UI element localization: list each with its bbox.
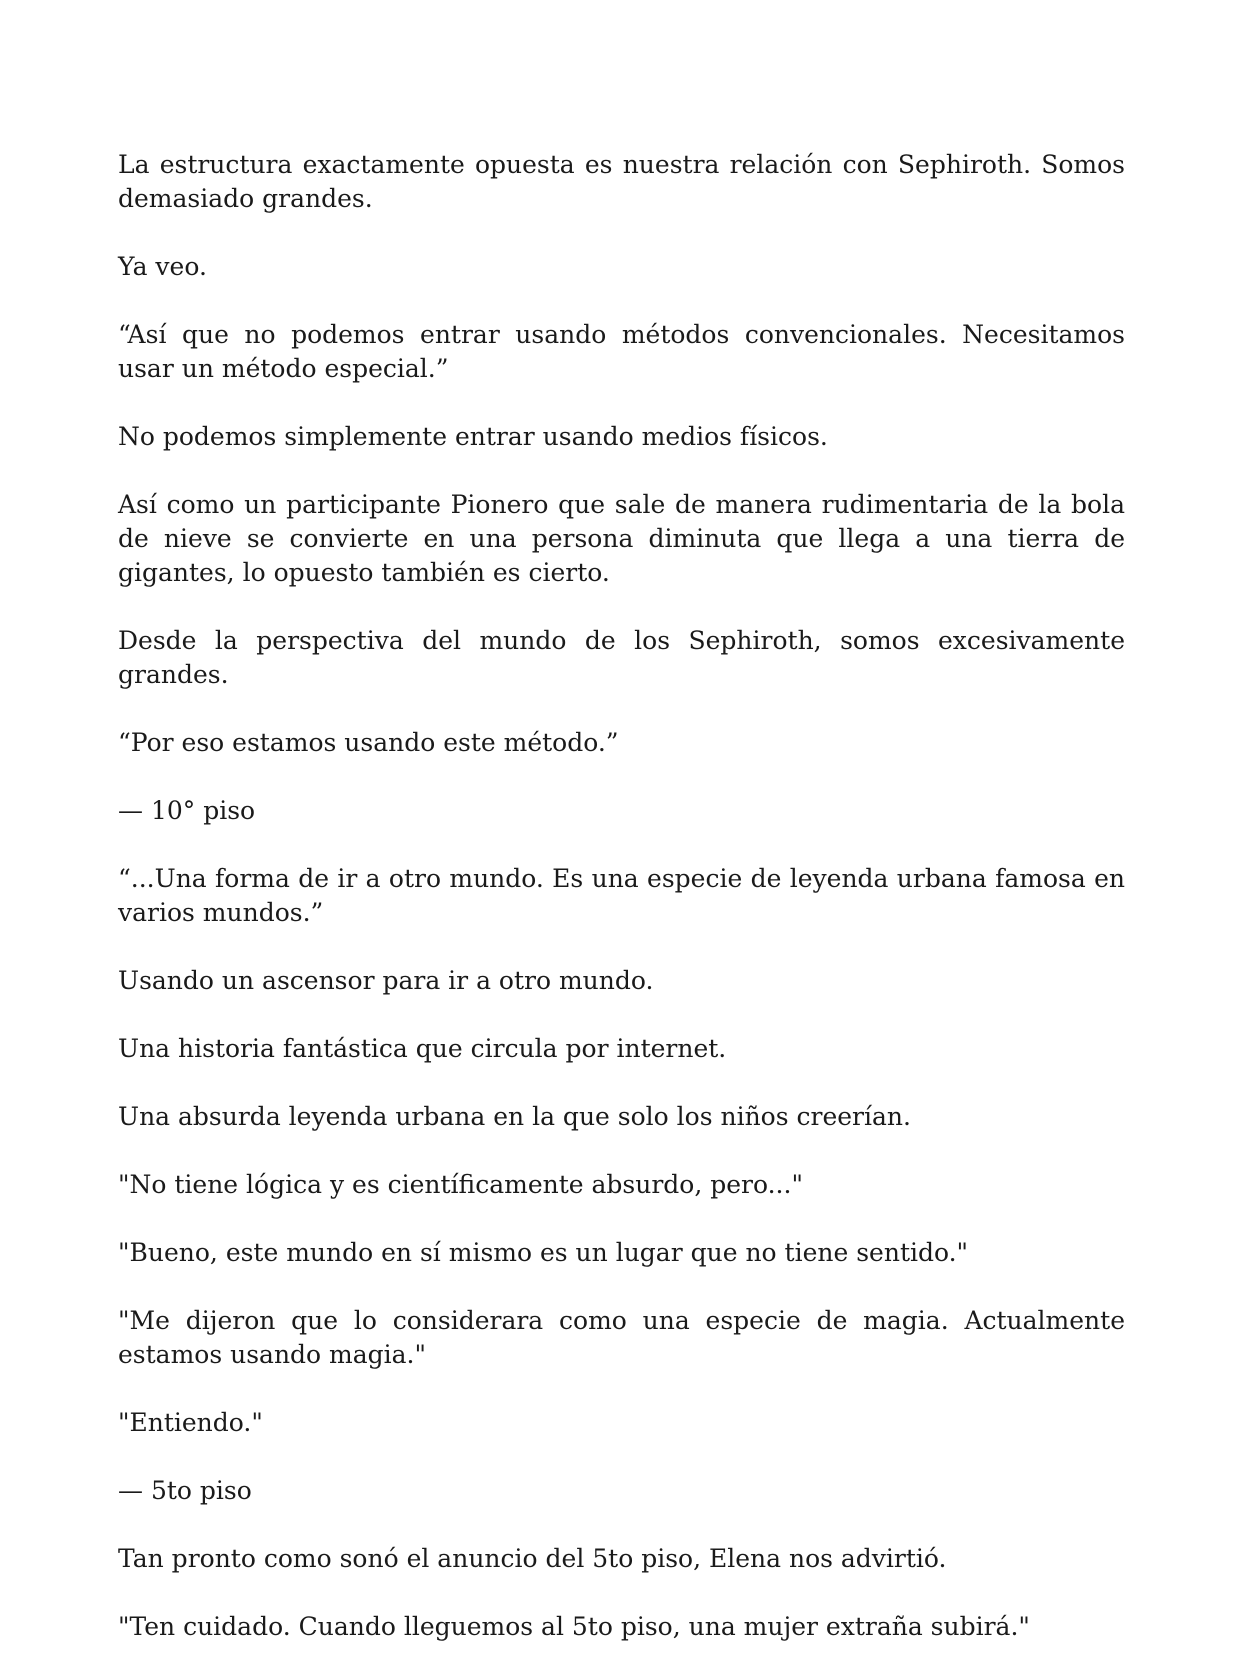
paragraph-3: “Así que no podemos entrar usando métodos convencionales. Necesitamos usar un método especial.” [118, 320, 1125, 383]
paragraph-13: "No tiene lógica y es científicamente absurdo, pero..." [118, 1170, 803, 1199]
paragraph-6: Desde la perspectiva del mundo de los Sephiroth, somos excesivamente grandes. [118, 626, 1125, 689]
paragraph-11: Una historia fantástica que circula por internet. [118, 1034, 727, 1063]
paragraph-15: "Me dijeron que lo considerara como una especie de magia. Actualmente estamos usando magia." [118, 1306, 1125, 1369]
document-page [118, 148, 1125, 1678]
paragraph-1: La estructura exactamente opuesta es nuestra relación con Sephiroth. Somos demasiado grandes. [118, 150, 1125, 213]
paragraph-16: "Entiendo." [118, 1408, 263, 1437]
paragraph-4: No podemos simplemente entrar usando medios físicos. [118, 422, 828, 451]
paragraph-5: Así como un participante Pionero que sale de manera rudimentaria de la bola de nieve se convierte en una persona diminuta que llega a una tierra de gigantes, lo opuesto también es cierto. [118, 490, 1125, 587]
paragraph-2: Ya veo. [118, 252, 207, 281]
scene-marker-5th-floor: — 5to piso [118, 1476, 252, 1505]
paragraph-12: Una absurda leyenda urbana en la que solo los niños creerían. [118, 1102, 911, 1131]
paragraph-18: Tan pronto como sonó el anuncio del 5to piso, Elena nos advirtió. [118, 1544, 947, 1573]
paragraph-14: "Bueno, este mundo en sí mismo es un lugar que no tiene sentido." [118, 1238, 969, 1267]
scene-marker-10th-floor: — 10° piso [118, 796, 256, 825]
paragraph-10: Usando un ascensor para ir a otro mundo. [118, 966, 654, 995]
paragraph-19: "Ten cuidado. Cuando lleguemos al 5to piso, una mujer extraña subirá." [118, 1612, 1030, 1641]
paragraph-9: “...Una forma de ir a otro mundo. Es una especie de leyenda urbana famosa en varios mundos.” [118, 864, 1125, 927]
paragraph-7: “Por eso estamos usando este método.” [118, 728, 619, 757]
